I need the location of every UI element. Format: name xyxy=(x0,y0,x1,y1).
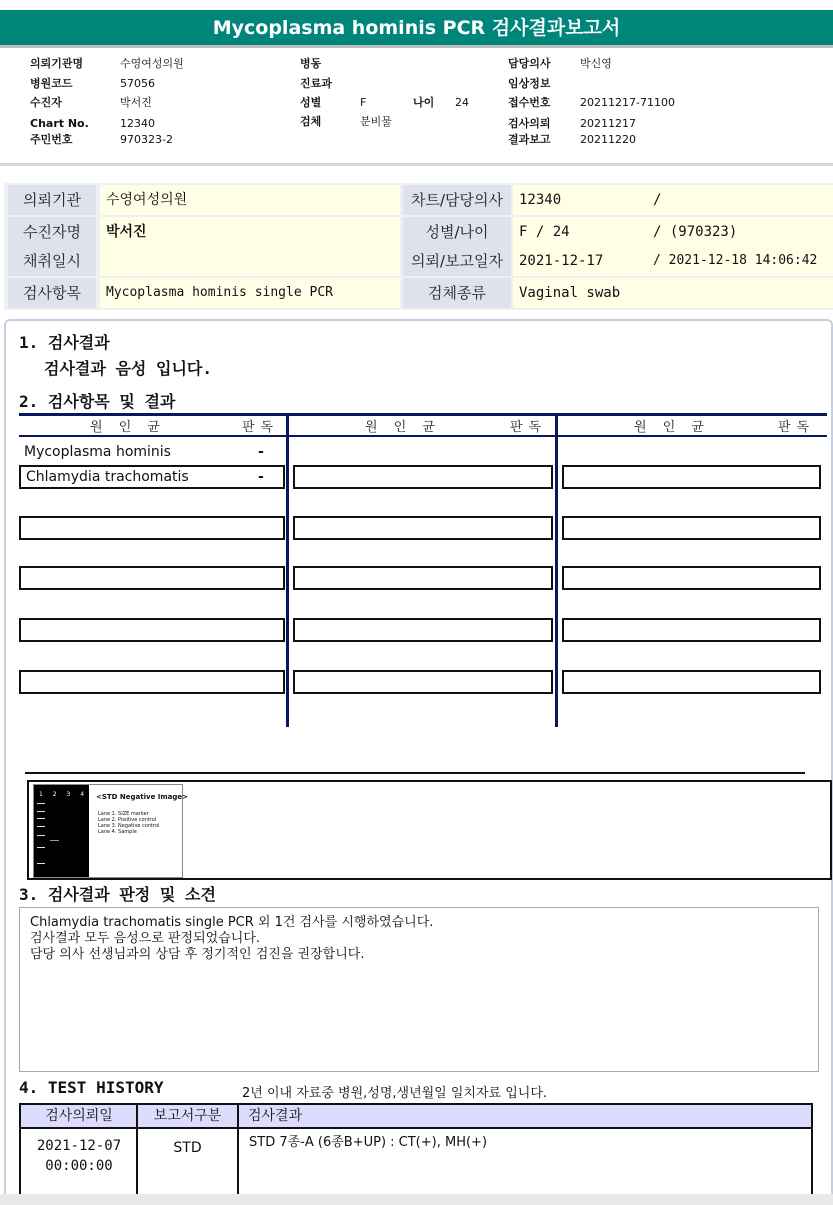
gel-legend-item: Lane 3. Negative control xyxy=(98,823,160,829)
organism-name: Mycoplasma hominis xyxy=(24,444,171,460)
gel-legend xyxy=(98,811,159,835)
column-header: 판독 xyxy=(242,420,280,435)
header-label: 결과보고 xyxy=(508,133,551,146)
gel-electrophoresis-image xyxy=(33,784,189,878)
section-title: 4. TEST HISTORY xyxy=(19,1078,164,1097)
report-title: Mycoplasma hominis PCR 검사결과보고서 xyxy=(0,10,833,48)
info-value: 12340 xyxy=(519,192,562,208)
column-header: 판독 xyxy=(510,420,548,435)
info-label: 의뢰/보고일자 xyxy=(403,246,511,276)
result-row-box xyxy=(19,566,285,590)
result-row-box xyxy=(293,566,553,590)
header-label: 진료과 xyxy=(300,77,332,90)
lane-number: 2 xyxy=(52,791,57,798)
column-header: 원 인 균 xyxy=(365,420,441,435)
info-value: / (970323) xyxy=(653,224,738,240)
history-note: 2년 이내 자료중 병원,성명,생년월일 일치자료 입니다. xyxy=(242,1086,548,1101)
history-header: 검사의뢰일 xyxy=(21,1105,137,1129)
lane-numbers xyxy=(34,791,89,798)
header-label: 병원코드 xyxy=(30,77,73,90)
info-value xyxy=(100,246,400,276)
header-label: 검사의뢰 xyxy=(508,117,551,130)
header-value: 20211217 xyxy=(580,117,636,130)
lane-number: 4 xyxy=(80,791,85,798)
info-label: 채취일시 xyxy=(8,246,96,276)
header-value: 20211220 xyxy=(580,133,636,146)
header-label: 접수번호 xyxy=(508,96,551,109)
header-value: 970323-2 xyxy=(120,133,173,146)
lane-number: 1 xyxy=(38,791,43,798)
separator-line xyxy=(25,772,805,774)
result-row-box xyxy=(293,670,553,694)
gel-legend-item: Lane 4. Sample xyxy=(98,829,137,835)
section-title: 2. 검사항목 및 결과 xyxy=(19,392,176,411)
header-value: 57056 xyxy=(120,77,155,90)
comment-line: 검사결과 모두 음성으로 판정되었습니다. xyxy=(30,931,261,946)
history-type: STD xyxy=(173,1140,202,1156)
result-row-box xyxy=(562,516,821,540)
header-label: 검체 xyxy=(300,115,322,128)
result-row-box xyxy=(19,618,285,642)
header-value: 박신영 xyxy=(580,57,612,70)
header-label: 의뢰기관명 xyxy=(30,57,84,70)
gel-lanes xyxy=(34,785,89,877)
section-title: 3. 검사결과 판정 및 소견 xyxy=(19,885,216,904)
organism-result: - xyxy=(258,469,264,485)
result-row-box xyxy=(19,670,285,694)
header-label: 주민번호 xyxy=(30,133,73,146)
info-label: 의뢰기관 xyxy=(8,185,96,215)
result-row-box xyxy=(562,465,821,489)
result-row-box xyxy=(562,618,821,642)
history-header: 검사결과 xyxy=(238,1105,811,1129)
result-row-box xyxy=(293,465,553,489)
result-row-box xyxy=(293,516,553,540)
lane-number: 3 xyxy=(66,791,71,798)
result-row-box xyxy=(562,670,821,694)
info-value: F / 24 xyxy=(519,224,570,240)
info-label: 차트/담당의사 xyxy=(403,185,511,215)
gel-title: <STD Negative Image> xyxy=(96,793,189,801)
info-value: 박서진 xyxy=(100,217,400,247)
header-value: 박서진 xyxy=(120,96,152,109)
history-time: 00:00:00 xyxy=(45,1158,113,1174)
info-label: 검체종류 xyxy=(403,278,511,308)
info-value-row xyxy=(513,185,833,215)
header-label: 수진자 xyxy=(30,96,62,109)
comment-line: 담당 의사 선생님과의 상담 후 정기적인 검진을 권장합니다. xyxy=(30,947,365,962)
organism-result: - xyxy=(258,444,264,460)
header-value: 수영여성의원 xyxy=(120,57,184,70)
header-label: 나이 xyxy=(413,96,435,109)
table-header-line xyxy=(19,435,827,437)
column-divider xyxy=(555,413,558,727)
comment-line: Chlamydia trachomatis single PCR 외 1건 검사를 시행하였습니다. xyxy=(30,915,434,930)
info-value: / xyxy=(653,192,662,208)
history-header: 보고서구분 xyxy=(137,1105,238,1129)
info-value-row xyxy=(513,217,833,247)
header-value: 24 xyxy=(455,96,469,109)
info-value: / 2021-12-18 14:06:42 xyxy=(653,253,818,268)
column-header: 판독 xyxy=(778,420,816,435)
result-summary: 검사결과 음성 입니다. xyxy=(44,359,213,378)
column-divider xyxy=(286,413,289,727)
result-row-box xyxy=(19,516,285,540)
history-table xyxy=(19,1103,813,1196)
patient-info-table xyxy=(4,183,833,310)
header-label: 임상정보 xyxy=(508,77,551,90)
result-row-box xyxy=(562,566,821,590)
info-value: 수영여성의원 xyxy=(100,185,400,215)
result-row-box xyxy=(293,618,553,642)
info-value-row xyxy=(513,246,833,276)
header-value: 20211217-71100 xyxy=(580,96,675,109)
header-divider xyxy=(0,163,833,166)
header-value: F xyxy=(360,96,367,109)
history-date: 2021-12-07 xyxy=(36,1138,122,1154)
section-title: 1. 검사결과 xyxy=(19,333,110,352)
column-header: 원 인 균 xyxy=(90,420,166,435)
organism-name: Chlamydia trachomatis xyxy=(26,469,189,485)
header-value: 12340 xyxy=(120,117,155,130)
gel-legend-item: Lane 1. SIZE marker xyxy=(98,811,149,817)
info-value: 2021-12-17 xyxy=(519,253,604,269)
header-label: 성별 xyxy=(300,96,322,109)
info-label: 검사항목 xyxy=(8,278,96,308)
header-value: 분비물 xyxy=(360,115,392,128)
header-label: 담당의사 xyxy=(508,57,551,70)
header-label: 병동 xyxy=(300,57,322,70)
header-label: Chart No. xyxy=(30,117,89,130)
info-label: 성별/나이 xyxy=(403,217,511,247)
bottom-bar xyxy=(0,1194,833,1205)
comment-box xyxy=(19,907,819,1072)
gel-legend-item: Lane 2. Positive control xyxy=(98,817,157,823)
info-label: 수진자명 xyxy=(8,217,96,247)
info-value: Vaginal swab xyxy=(513,278,833,308)
column-header: 원 인 균 xyxy=(634,420,710,435)
history-result: STD 7종-A (6종B+UP) : CT(+), MH(+) xyxy=(249,1135,488,1150)
info-value: Mycoplasma hominis single PCR xyxy=(100,278,400,308)
